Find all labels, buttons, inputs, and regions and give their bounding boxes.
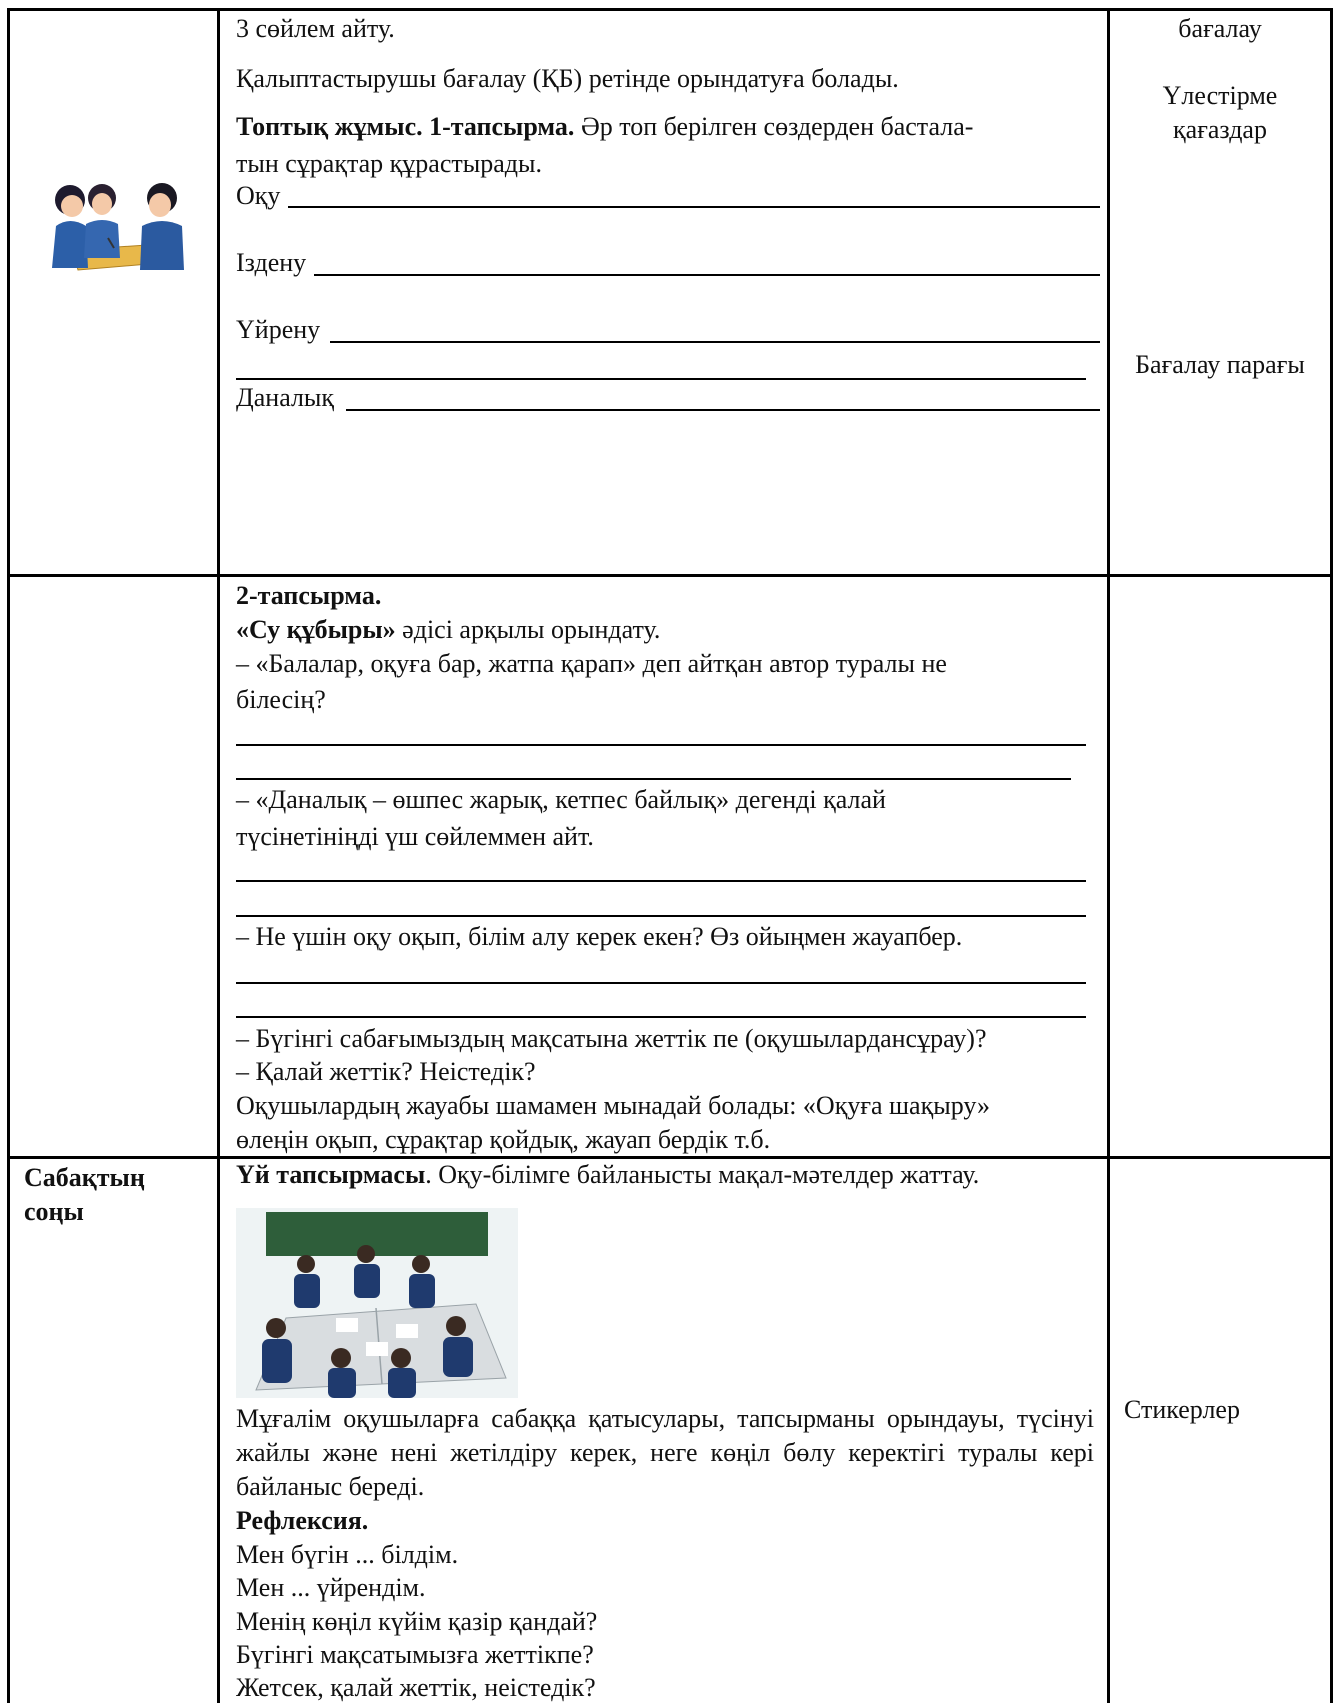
question2-line1: – «Даналық – өшпес жарық, кетпес байлық» дегенді қалай (236, 785, 886, 814)
q1-answer-line2 (236, 778, 1071, 780)
word-oku: Оқу (236, 181, 281, 210)
lesson-end-label-line1: Сабақтың (24, 1163, 145, 1192)
table-border-top (7, 8, 1333, 11)
table-border-right (1330, 8, 1333, 1703)
word-danalyk: Даналық (236, 383, 335, 412)
task1-line1 (236, 112, 973, 142)
resource-handouts-line2: қағаздар (1173, 115, 1267, 144)
reflection-item: Жетсек, қалай жеттік, неістедік? (236, 1673, 596, 1702)
reflection-item: Мен бүгін ... білдім. (236, 1540, 459, 1569)
reflection-item: Мен ... үйрендім. (236, 1573, 426, 1602)
table-border-col1 (217, 8, 220, 1703)
question2-line2: түсінетініңді үш сөйлеммен айт. (236, 822, 594, 851)
homework-text: . Оқу-білімге байланысты мақал-мәтелдер жаттау. (425, 1160, 980, 1189)
question3: – Не үшін оқу оқып, білім алу керек екен? Өз ойыңмен жауапбер. (236, 922, 963, 951)
table-border-left (7, 8, 10, 1703)
answer-line-uirenu (330, 341, 1100, 343)
question5: – Қалай жеттік? Неістедік? (236, 1057, 536, 1086)
q3-answer-line2 (236, 1016, 1086, 1018)
task1-instruction: Әр топ берілген сөздерден бастала- (574, 112, 974, 141)
method-name: «Су құбыры» (236, 615, 396, 644)
homework-title: Үй тапсырмасы (236, 1160, 426, 1189)
word-izdenu: Іздену (236, 248, 307, 277)
children-writing-illustration (42, 178, 202, 274)
answer-line-oku (288, 206, 1100, 208)
question1-line1: – «Балалар, оқуға бар, жатпа қарап» деп айтқан автор туралы не (236, 649, 947, 678)
resource-assessment-sheet: Бағалау парағы (1135, 350, 1305, 379)
row1-line0: 3 сөйлем айту. (236, 14, 395, 43)
resource-bagalau: бағалау (1178, 14, 1262, 43)
task1-title: Топтық жұмыс. 1-тапсырма. (236, 112, 575, 141)
reflection-item: Менің көңіл күйім қазір қандай? (236, 1607, 598, 1636)
table-border-row1 (7, 574, 1333, 577)
homework-line (236, 1160, 979, 1190)
resource-stickers: Стикерлер (1124, 1395, 1240, 1424)
classroom-group-illustration (236, 1208, 518, 1398)
q2-answer-line1 (236, 880, 1086, 882)
table-border-col2 (1107, 8, 1110, 1703)
answer-line-extra (236, 378, 1086, 380)
reflection-title: Рефлексия. (236, 1506, 369, 1535)
method-line (236, 615, 660, 645)
q3-answer-line1 (236, 982, 1086, 984)
task1-line2: тын сұрақтар құрастырады. (236, 149, 542, 178)
q1-answer-line1 (236, 744, 1086, 746)
lesson-end-label-line2: соңы (24, 1197, 84, 1226)
method-description: әдісі арқылы орындату. (395, 615, 661, 644)
answer-line1: Оқушылардың жауабы шамамен мынадай болады: «Оқуға шақыру» (236, 1091, 990, 1120)
table-border-row2 (7, 1156, 1333, 1159)
teacher-feedback: Мұғалім оқушыларға сабаққа қатысулары, тапсырманы орындауы, түсінуі жайлы және нені жетілдіру керек, неге көңіл бөлу керектігі туралы кері байланыс береді. (236, 1404, 1094, 1501)
formative-assessment-note: Қалыптастырушы бағалау (ҚБ) ретінде орындатуға болады. (236, 64, 899, 93)
task2-title: 2-тапсырма. (236, 581, 382, 610)
word-uirenu: Үйрену (236, 315, 321, 344)
answer-line-danalyk (346, 409, 1100, 411)
q2-answer-line2 (236, 915, 1086, 917)
question1-line2: білесің? (236, 685, 326, 714)
answer-line-izdenu (314, 274, 1100, 276)
question4: – Бүгінгі сабағымыздың мақсатына жеттік пе (оқушылардансұрау)? (236, 1024, 987, 1053)
answer-line2: өлеңін оқып, сұрақтар қойдық, жауап бердік т.б. (236, 1125, 771, 1154)
reflection-item: Бүгінгі мақсатымызға жеттікпе? (236, 1640, 594, 1669)
resource-handouts-line1: Үлестірме (1162, 81, 1278, 110)
